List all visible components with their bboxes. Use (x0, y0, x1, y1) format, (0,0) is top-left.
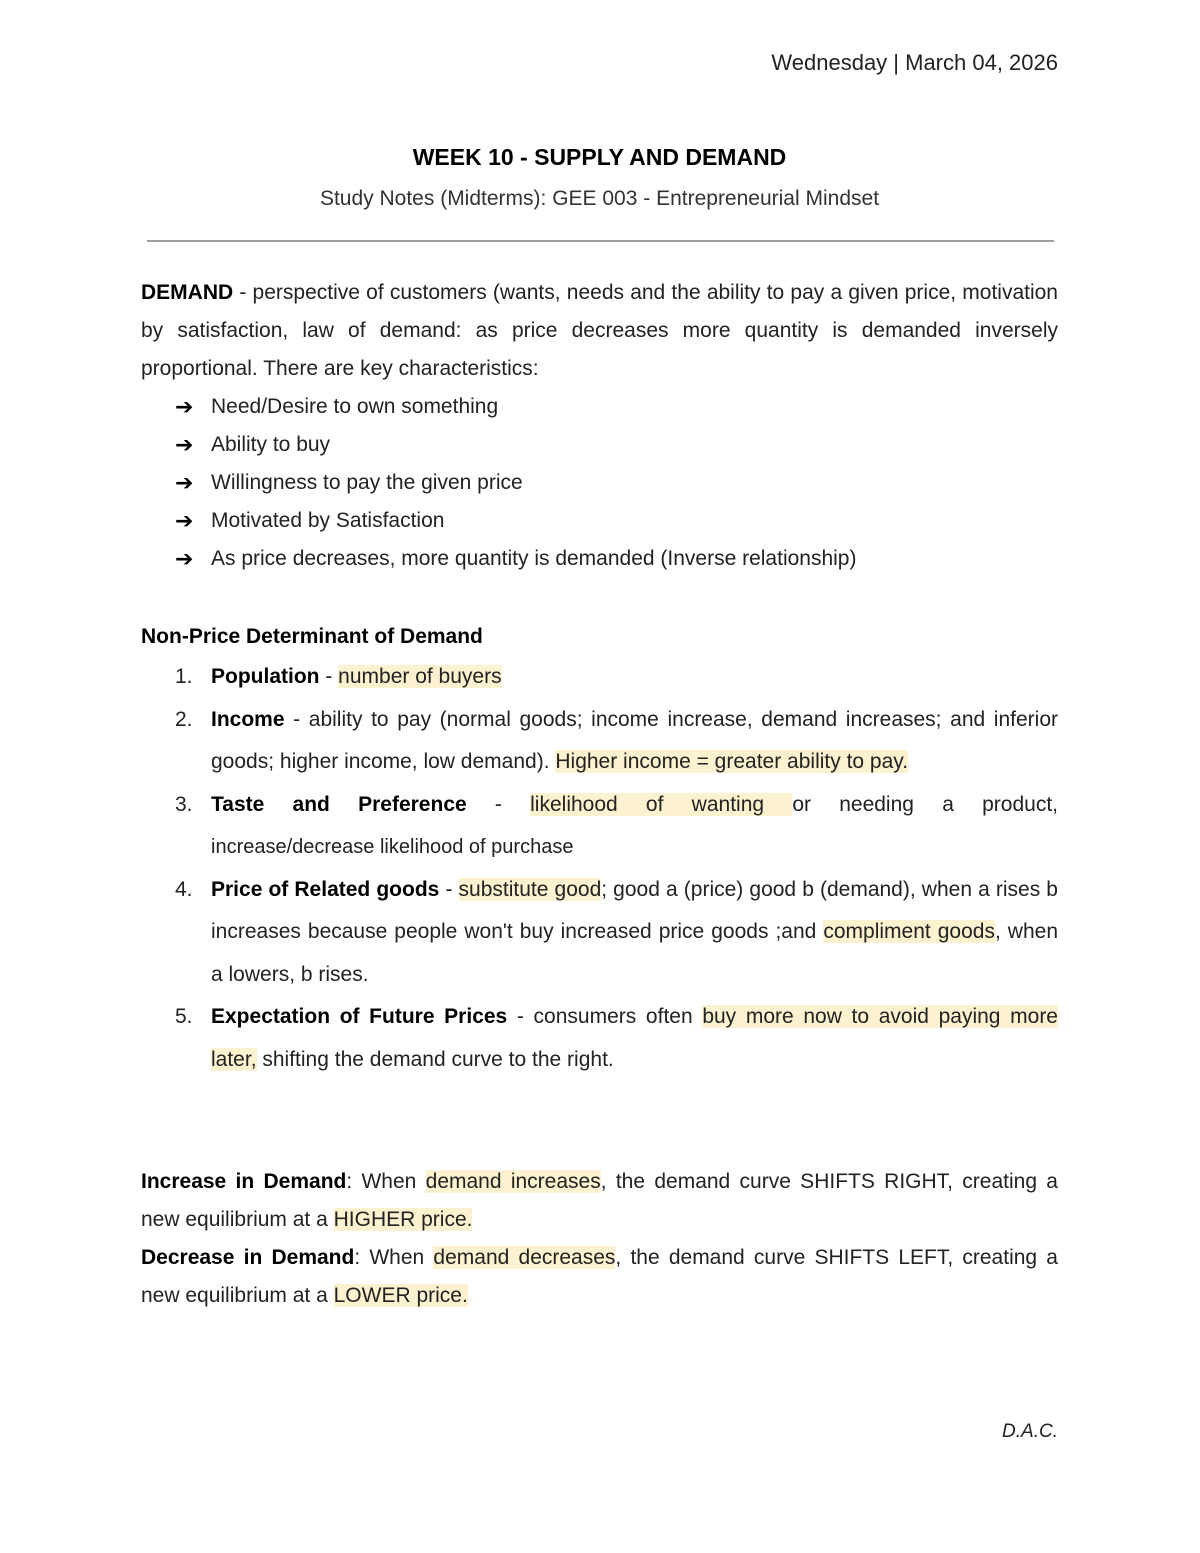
demand-section (141, 274, 1058, 578)
characteristic-text: Ability to buy (211, 433, 331, 456)
demand-definition: - perspective of customers (wants, needs and the ability to pay a given price, motivation by satisfaction, law of demand: as price decreases more quantity is demanded inversely proportional. There are key characteristics: (141, 281, 1058, 380)
item-text: or needing a product, (792, 792, 1058, 816)
item-text: shifting the demand curve to the right. (256, 1047, 614, 1071)
shift-text: : When (354, 1246, 434, 1269)
item-text: - ability to pay (normal goods; income increase, demand increases; and inferior goods; higher income, low demand). (211, 707, 1058, 773)
list-item-taste-preference (141, 784, 1058, 869)
item-text: , when a lowers, b rises. (211, 920, 1059, 986)
increase-in-demand-paragraph (141, 1163, 1058, 1239)
demand-shifts-section (141, 1163, 1058, 1315)
highlighted-text: number of buyers (338, 665, 502, 688)
demand-paragraph (141, 274, 1058, 388)
item-text: ; good a (price) good b (demand), when a rises b increases because people won't buy increased price goods ;and (211, 877, 1058, 943)
item-term: Taste and Preference (211, 792, 467, 816)
non-price-determinants-section (141, 618, 1058, 1081)
shift-text: , the demand curve SHIFTS LEFT, creating a new equilibrium at a (141, 1246, 1058, 1307)
list-number: 1. (175, 665, 193, 688)
item-separator: - (439, 877, 459, 901)
document-page (141, 0, 1058, 1553)
arrow-right-icon: ➔ (175, 546, 194, 571)
list-number: 2. (175, 707, 193, 731)
author-initials: D.A.C. (1002, 1421, 1058, 1442)
item-term: Expectation of Future Prices (211, 1005, 508, 1028)
item-term: Population (211, 665, 320, 688)
highlighted-text: demand increases (425, 1170, 601, 1193)
item-small-text: increase/decrease likelihood of purchase (211, 836, 574, 858)
highlighted-text: LOWER price. (333, 1284, 468, 1307)
list-item (141, 540, 1058, 578)
horizontal-divider (147, 240, 1054, 242)
demand-characteristics-list (141, 388, 1058, 578)
item-separator: - (319, 665, 339, 688)
item-separator: - (466, 792, 531, 816)
document-title: WEEK 10 - SUPPLY AND DEMAND (412, 144, 787, 170)
highlighted-text: likelihood of wanting (530, 792, 793, 816)
section-heading: Non-Price Determinant of Demand (141, 625, 483, 648)
arrow-right-icon: ➔ (175, 470, 194, 495)
list-number: 3. (175, 792, 193, 816)
document-subtitle: Study Notes (Midterms): GEE 003 - Entrepreneurial Mindset (319, 187, 880, 210)
list-item-future-prices (141, 996, 1058, 1081)
list-item-population (141, 656, 1058, 699)
arrow-right-icon: ➔ (175, 508, 194, 533)
highlighted-text: Higher income = greater ability to pay. (555, 750, 909, 773)
highlighted-text: substitute good (458, 877, 602, 901)
determinants-list (141, 656, 1058, 1081)
list-item-income (141, 699, 1058, 784)
characteristic-text: As price decreases, more quantity is demanded (Inverse relationship) (211, 547, 857, 570)
decrease-term: Decrease in Demand (141, 1246, 355, 1269)
highlighted-text: compliment goods (823, 920, 995, 943)
increase-term: Increase in Demand (141, 1170, 347, 1193)
highlighted-text: demand decreases (433, 1246, 616, 1269)
characteristic-text: Motivated by Satisfaction (211, 509, 445, 532)
list-item (141, 426, 1058, 464)
list-number: 5. (175, 1005, 193, 1028)
header-date: Wednesday | March 04, 2026 (771, 50, 1058, 75)
arrow-right-icon: ➔ (175, 394, 194, 419)
list-item (141, 502, 1058, 540)
arrow-right-icon: ➔ (175, 432, 194, 457)
shift-text: : When (346, 1170, 426, 1193)
highlighted-text: HIGHER price. (333, 1208, 473, 1231)
item-text: - consumers often (507, 1005, 703, 1028)
list-number: 4. (175, 877, 193, 901)
list-item (141, 464, 1058, 502)
characteristic-text: Willingness to pay the given price (211, 471, 523, 494)
item-term: Income (211, 707, 285, 731)
demand-term: DEMAND (141, 281, 234, 304)
decrease-in-demand-paragraph (141, 1239, 1058, 1315)
list-item (141, 388, 1058, 426)
list-item-related-goods (141, 869, 1058, 997)
item-term: Price of Related goods (211, 877, 440, 901)
characteristic-text: Need/Desire to own something (211, 395, 499, 418)
shift-text: , the demand curve SHIFTS RIGHT, creating a new equilibrium at a (141, 1170, 1058, 1231)
highlighted-text: buy more now to avoid paying more later, (211, 1005, 1058, 1071)
